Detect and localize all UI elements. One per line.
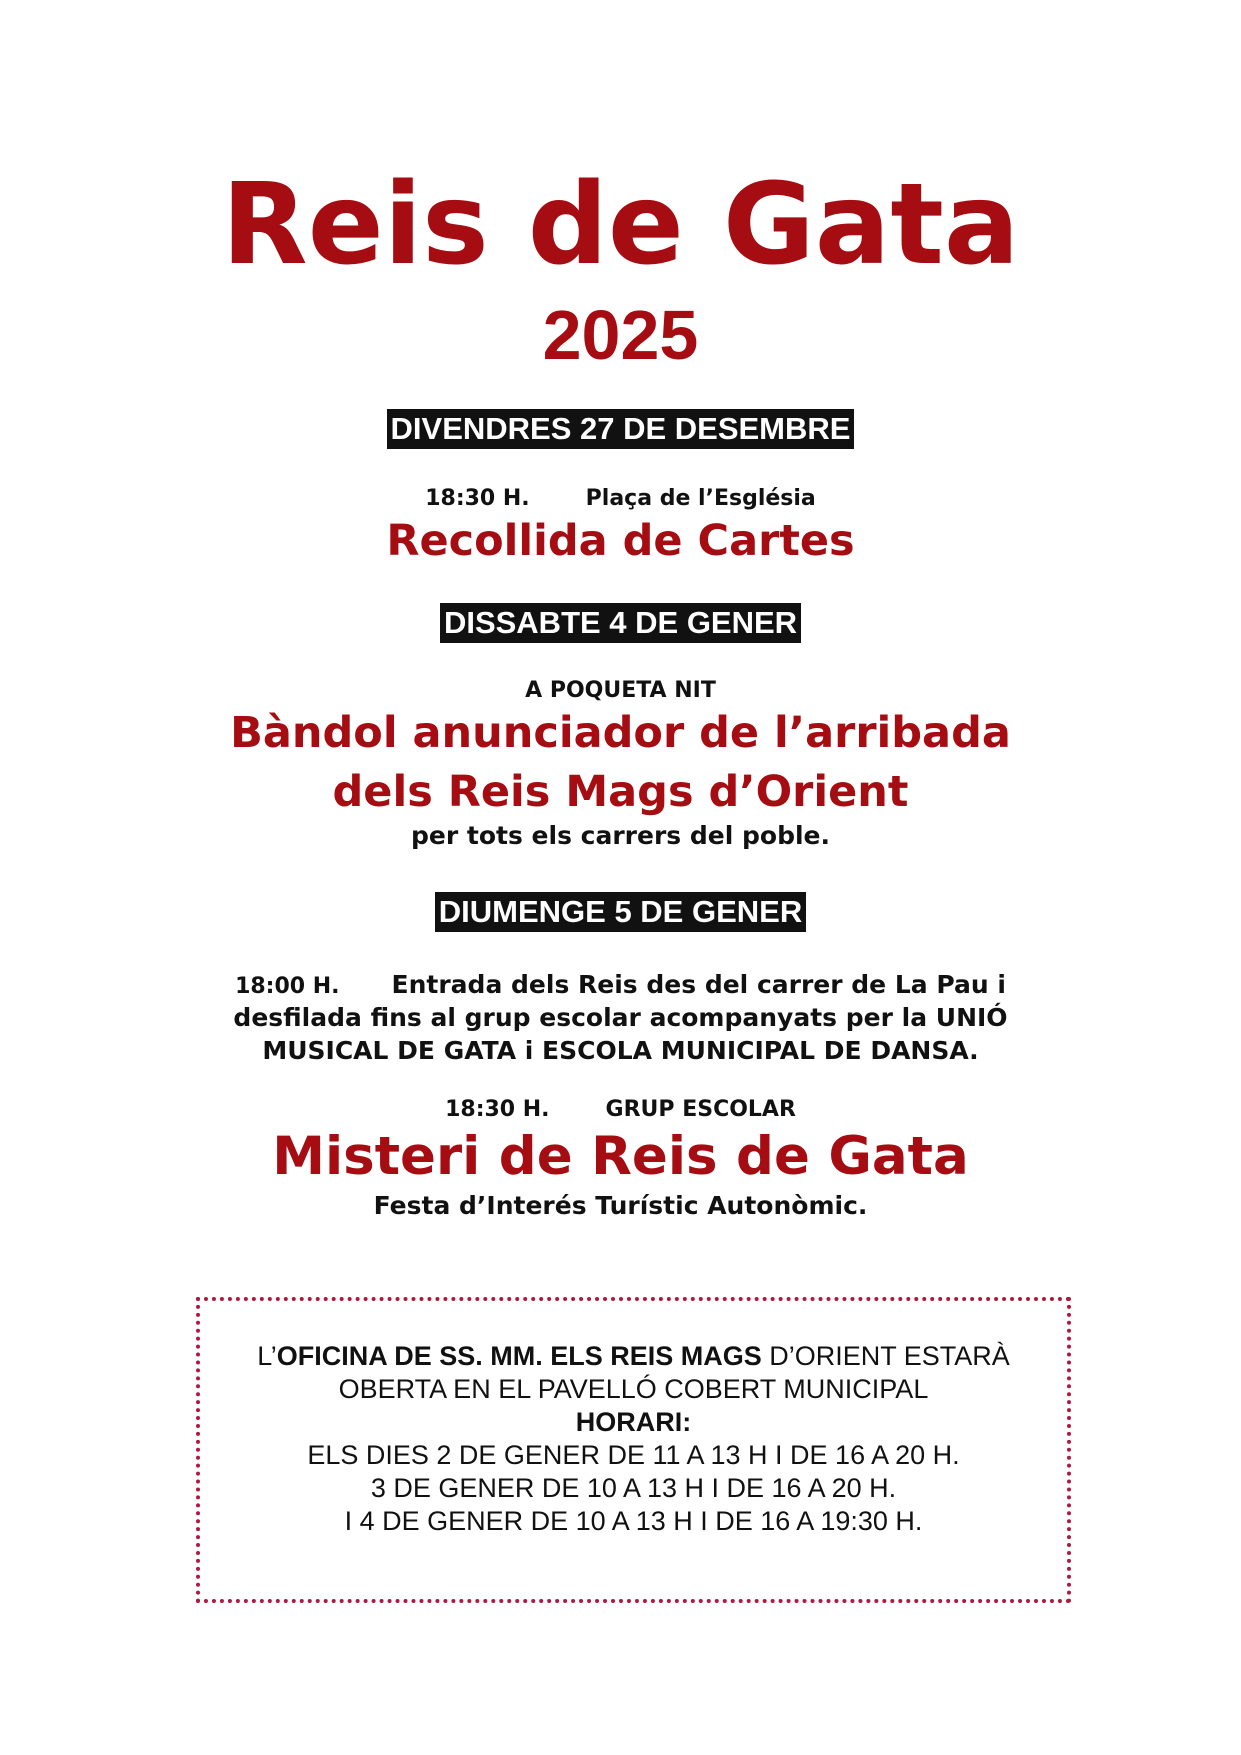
office-hours-line3: I 4 DE GENER DE 10 A 13 H I DE 16 A 19:30 H.	[344, 1506, 923, 1536]
day2-label-wrap	[0, 603, 1241, 643]
day2-label: DISSABTE 4 DE GENER	[440, 603, 801, 643]
day3-time-place	[0, 1095, 1241, 1125]
day2-event-line1: Bàndol anunciador de l’arribada	[230, 708, 1011, 758]
day3-label: DIUMENGE 5 DE GENER	[435, 892, 806, 932]
office-suffix: D’ORIENT ESTARÀ	[761, 1341, 1010, 1371]
office-line1	[196, 1340, 1071, 1373]
day3-time1: 18:00 H.	[235, 974, 340, 999]
day2-event-line2: dels Reis Mags d’Orient	[332, 767, 909, 817]
office-hours-line2: 3 DE GENER DE 10 A 13 H I DE 16 A 20 H.	[370, 1473, 897, 1503]
poster-year: 2025	[542, 296, 699, 374]
day1-label-wrap	[0, 409, 1241, 449]
day3-desc-line3: MUSICAL DE GATA i ESCOLA MUNICIPAL DE DANSA.	[262, 1036, 979, 1065]
day1-label: DIVENDRES 27 DE DESEMBRE	[387, 409, 855, 449]
office-hours-line1: ELS DIES 2 DE GENER DE 11 A 13 H I DE 16 A 20 H.	[307, 1440, 960, 1470]
office-info-text	[196, 1340, 1071, 1538]
day1-event: Recollida de Cartes	[386, 516, 855, 566]
poster-title: Reis de Gata	[221, 160, 1020, 290]
day3-place2: GRUP ESCOLAR	[605, 1097, 796, 1122]
day1-time: 18:30 H.	[425, 486, 530, 511]
day2-note: per tots els carrers del poble.	[411, 821, 830, 850]
office-line2: OBERTA EN EL PAVELLÓ COBERT MUNICIPAL	[338, 1374, 929, 1404]
day1-place: Plaça de l’Església	[585, 486, 816, 511]
office-hours-label: HORARI:	[575, 1407, 692, 1437]
day3-event: Misteri de Reis de Gata	[272, 1126, 969, 1187]
day3-desc-text1: Entrada dels Reis des del carrer de La Pau i	[391, 970, 1006, 999]
day2-time: A POQUETA NIT	[525, 678, 716, 703]
day3-note: Festa d’Interés Turístic Autonòmic.	[373, 1191, 868, 1220]
day1-time-place	[0, 484, 1241, 514]
day3-desc-line2: desfilada fins al grup escolar acompanyats per la UNIÓ	[233, 1003, 1008, 1032]
day3-time2: 18:30 H.	[445, 1097, 550, 1122]
day3-desc-line1	[0, 968, 1241, 1003]
office-prefix: L’	[257, 1341, 277, 1371]
day3-label-wrap	[0, 892, 1241, 932]
office-name: OFICINA DE SS. MM. ELS REIS MAGS	[276, 1341, 762, 1371]
